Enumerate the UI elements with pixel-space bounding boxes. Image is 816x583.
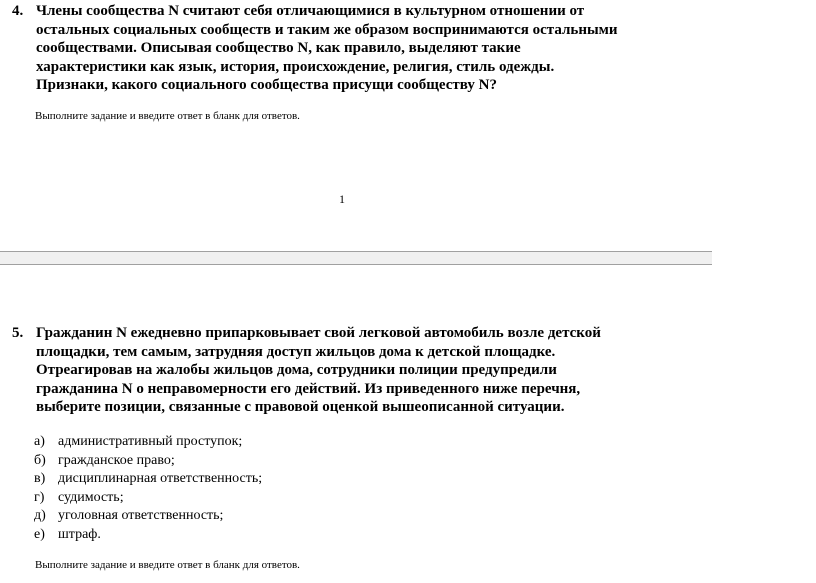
option-letter: г) xyxy=(34,489,45,505)
question-4-number: 4. xyxy=(12,3,24,19)
page-number: 1 xyxy=(339,192,345,206)
option-text: штраф. xyxy=(58,526,101,542)
option-letter: б) xyxy=(34,452,46,468)
question-5 xyxy=(12,324,712,418)
question-4 xyxy=(12,2,712,96)
question-5-text: Гражданин N ежедневно припарковывает свой легковой автомобиль возле детской площадки, тем самым, затрудняя доступ жильцов дома к детской площадке. Отреагировав на жалобы жильцов дома, сотрудники полиции предупредили гражданина N о неправомерности его действий. Из приведенного ниже перечня, выберите позиции, связанные с правовой оценкой вышеописанной ситуации. xyxy=(36,325,601,415)
page-break-divider xyxy=(0,251,712,265)
option-letter: е) xyxy=(34,526,45,542)
answer-option-g[interactable] xyxy=(34,489,354,508)
question-5-number: 5. xyxy=(12,325,24,341)
answer-options-list xyxy=(34,433,354,544)
option-letter: а) xyxy=(34,434,45,449)
answer-option-e[interactable] xyxy=(34,526,354,545)
answer-option-v[interactable] xyxy=(34,470,354,489)
answer-option-a[interactable] xyxy=(34,433,354,452)
answer-option-d[interactable] xyxy=(34,507,354,526)
option-letter: в) xyxy=(34,471,46,486)
option-text: судимость; xyxy=(58,489,124,505)
question-4-instruction: Выполните задание и введите ответ в бланк для ответов. xyxy=(35,110,300,122)
answer-option-b[interactable] xyxy=(34,452,354,471)
option-text: уголовная ответственность; xyxy=(58,508,224,523)
option-letter: д) xyxy=(34,508,46,523)
question-4-text: Члены сообщества N считают себя отличающимися в культурном отношении от остальных социальных сообществ и таким же образом воспринимаются остальными сообществами. Описывая сообщество N, как правило, выделяют такие характеристики как язык, история, происхождение, религия, стиль одежды. Признаки, какого социального сообщества присущи сообществу N? xyxy=(36,3,618,93)
question-5-instruction: Выполните задание и введите ответ в бланк для ответов. xyxy=(35,559,300,571)
option-text: гражданское право; xyxy=(58,452,175,468)
option-text: административный проступок; xyxy=(58,434,243,449)
option-text: дисциплинарная ответственность; xyxy=(58,471,263,486)
